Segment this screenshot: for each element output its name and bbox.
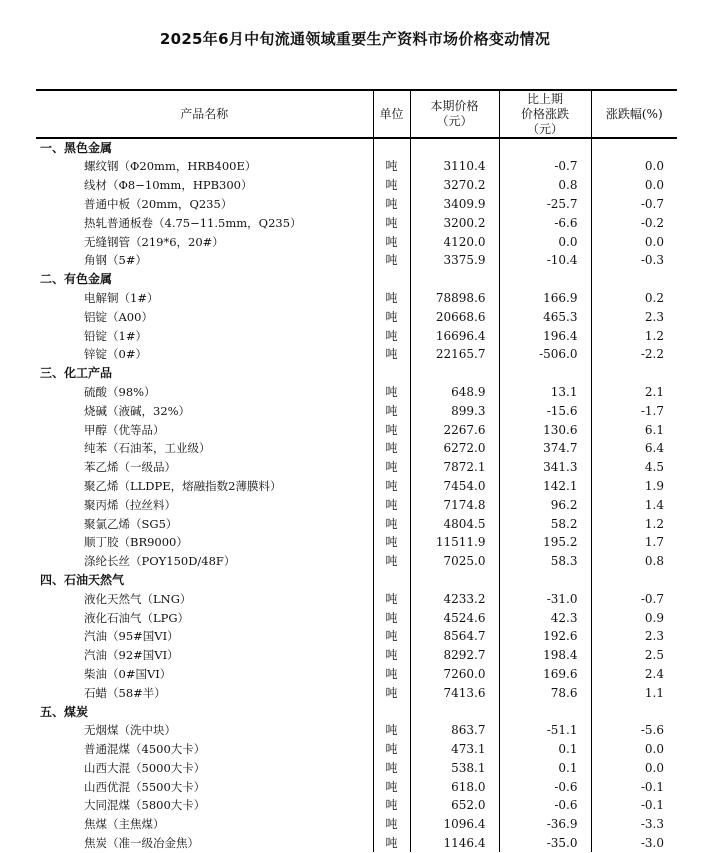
percent-cell: 1.2 <box>591 326 677 345</box>
table-row <box>36 195 677 214</box>
price-cell: 7872.1 <box>410 458 499 477</box>
table-row <box>36 683 677 702</box>
unit-cell: 吨 <box>373 458 410 477</box>
product-name: 苯乙烯（一级品） <box>84 460 176 475</box>
category-name: 五、煤炭 <box>40 704 89 719</box>
price-cell: 78898.6 <box>410 289 499 308</box>
percent-cell: 6.1 <box>591 420 677 439</box>
price-cell: 4804.5 <box>410 514 499 533</box>
table-row <box>36 777 677 796</box>
product-name: 聚丙烯（拉丝料） <box>84 497 176 512</box>
page-title: 2025年6月中旬流通领域重要生产资料市场价格变动情况 <box>159 30 551 48</box>
change-cell: 58.3 <box>499 552 591 571</box>
percent-cell: -1.7 <box>591 401 677 420</box>
change-cell <box>499 571 591 590</box>
percent-cell: 0.0 <box>591 740 677 759</box>
product-name: 螺纹钢（Φ20mm，HRB400E） <box>84 159 257 174</box>
change-cell: 169.6 <box>499 665 591 684</box>
price-cell <box>410 702 499 721</box>
table-row <box>36 589 677 608</box>
price-cell: 538.1 <box>410 759 499 778</box>
change-cell: -51.1 <box>499 721 591 740</box>
percent-cell: -2.2 <box>591 345 677 364</box>
percent-cell: 0.2 <box>591 289 677 308</box>
unit-cell: 吨 <box>373 289 410 308</box>
price-cell: 3200.2 <box>410 213 499 232</box>
table-row <box>36 665 677 684</box>
change-cell: 42.3 <box>499 608 591 627</box>
unit-cell: 吨 <box>373 157 410 176</box>
change-cell: 78.6 <box>499 683 591 702</box>
percent-cell: -0.7 <box>591 589 677 608</box>
header-price-change: 比上期 价格涨跌 （元） <box>499 90 591 138</box>
header-current-price: 本期价格 （元） <box>410 90 499 138</box>
price-cell: 899.3 <box>410 401 499 420</box>
price-cell: 7025.0 <box>410 552 499 571</box>
percent-cell: -0.1 <box>591 777 677 796</box>
table-row <box>36 495 677 514</box>
percent-cell: 1.2 <box>591 514 677 533</box>
table-row <box>36 740 677 759</box>
unit-cell: 吨 <box>373 815 410 834</box>
unit-cell: 吨 <box>373 683 410 702</box>
price-cell: 20668.6 <box>410 307 499 326</box>
change-cell: -36.9 <box>499 815 591 834</box>
product-name: 硫酸（98%） <box>84 384 156 399</box>
product-name: 液化石油气（LPG） <box>84 610 190 625</box>
header-unit: 单位 <box>373 90 410 138</box>
price-cell: 618.0 <box>410 777 499 796</box>
change-cell: 130.6 <box>499 420 591 439</box>
unit-cell: 吨 <box>373 608 410 627</box>
percent-cell: 0.9 <box>591 608 677 627</box>
product-name: 大同混煤（5800大卡） <box>84 798 206 813</box>
price-cell: 22165.7 <box>410 345 499 364</box>
category-name: 二、有色金属 <box>40 272 113 287</box>
table-body <box>36 138 677 852</box>
table-row <box>36 307 677 326</box>
product-name: 烧碱（液碱，32%） <box>84 403 191 418</box>
unit-cell: 吨 <box>373 495 410 514</box>
change-cell: -6.6 <box>499 213 591 232</box>
category-name: 一、黑色金属 <box>40 141 113 155</box>
table-row <box>36 533 677 552</box>
change-cell: 195.2 <box>499 533 591 552</box>
table-row <box>36 834 677 853</box>
product-name: 聚乙烯（LLDPE，熔融指数2薄膜料） <box>84 478 282 493</box>
price-cell: 8564.7 <box>410 627 499 646</box>
change-cell: -0.6 <box>499 796 591 815</box>
unit-cell: 吨 <box>373 232 410 251</box>
table-row <box>36 815 677 834</box>
price-cell: 4524.6 <box>410 608 499 627</box>
unit-cell: 吨 <box>373 420 410 439</box>
table-row <box>36 796 677 815</box>
table-row <box>36 232 677 251</box>
unit-cell: 吨 <box>373 777 410 796</box>
price-cell: 3375.9 <box>410 251 499 270</box>
table-row <box>36 477 677 496</box>
price-cell: 4120.0 <box>410 232 499 251</box>
price-cell: 863.7 <box>410 721 499 740</box>
change-cell: -10.4 <box>499 251 591 270</box>
change-cell: 0.8 <box>499 176 591 195</box>
unit-cell <box>373 364 410 383</box>
product-name: 山西大混（5000大卡） <box>84 760 206 775</box>
price-cell: 473.1 <box>410 740 499 759</box>
percent-cell: 4.5 <box>591 458 677 477</box>
percent-cell: 2.3 <box>591 307 677 326</box>
unit-cell: 吨 <box>373 740 410 759</box>
percent-cell: -3.3 <box>591 815 677 834</box>
price-cell: 3409.9 <box>410 195 499 214</box>
unit-cell: 吨 <box>373 176 410 195</box>
product-name: 无烟煤（洗中块） <box>84 723 176 738</box>
change-cell <box>499 702 591 721</box>
product-name: 石蜡（58#半） <box>84 685 166 700</box>
unit-cell: 吨 <box>373 307 410 326</box>
table-row <box>36 345 677 364</box>
unit-cell: 吨 <box>373 326 410 345</box>
unit-cell: 吨 <box>373 552 410 571</box>
unit-cell: 吨 <box>373 834 410 853</box>
unit-cell: 吨 <box>373 665 410 684</box>
change-cell: 58.2 <box>499 514 591 533</box>
percent-cell: -5.6 <box>591 721 677 740</box>
percent-cell: -0.1 <box>591 796 677 815</box>
unit-cell: 吨 <box>373 383 410 402</box>
product-name: 聚氯乙烯（SG5） <box>84 516 178 531</box>
price-cell: 1146.4 <box>410 834 499 853</box>
product-name: 柴油（0#国VI） <box>84 666 172 681</box>
unit-cell: 吨 <box>373 195 410 214</box>
unit-cell: 吨 <box>373 796 410 815</box>
product-name: 汽油（92#国VI） <box>84 648 179 663</box>
change-cell: 198.4 <box>499 646 591 665</box>
unit-cell: 吨 <box>373 627 410 646</box>
table-row <box>36 627 677 646</box>
change-cell <box>499 270 591 289</box>
unit-cell <box>373 702 410 721</box>
percent-cell: 0.0 <box>591 176 677 195</box>
percent-cell: 2.4 <box>591 665 677 684</box>
price-cell: 7174.8 <box>410 495 499 514</box>
product-name: 铝锭（A00） <box>84 309 153 324</box>
change-cell: -35.0 <box>499 834 591 853</box>
unit-cell <box>373 571 410 590</box>
table-row <box>36 157 677 176</box>
price-table <box>36 89 677 852</box>
change-cell: 341.3 <box>499 458 591 477</box>
change-cell: 0.0 <box>499 232 591 251</box>
price-cell: 8292.7 <box>410 646 499 665</box>
category-row <box>36 270 677 289</box>
price-cell: 16696.4 <box>410 326 499 345</box>
percent-cell: -0.3 <box>591 251 677 270</box>
change-cell: 196.4 <box>499 326 591 345</box>
product-name: 普通中板（20mm，Q235） <box>84 196 233 211</box>
unit-cell: 吨 <box>373 533 410 552</box>
category-row <box>36 702 677 721</box>
price-cell: 11511.9 <box>410 533 499 552</box>
product-name: 铅锭（1#） <box>84 328 147 343</box>
price-cell: 7260.0 <box>410 665 499 684</box>
product-name: 山西优混（5500大卡） <box>84 779 206 794</box>
price-cell <box>410 270 499 289</box>
product-name: 无缝钢管（219*6，20#） <box>84 234 224 249</box>
change-cell <box>499 138 591 157</box>
change-cell: -506.0 <box>499 345 591 364</box>
price-cell <box>410 138 499 157</box>
product-name: 角钢（5#） <box>84 253 147 268</box>
percent-cell: 1.9 <box>591 477 677 496</box>
change-cell: 0.1 <box>499 740 591 759</box>
change-cell: 0.1 <box>499 759 591 778</box>
unit-cell: 吨 <box>373 439 410 458</box>
table-row <box>36 383 677 402</box>
percent-cell: 0.0 <box>591 232 677 251</box>
table-row <box>36 458 677 477</box>
percent-cell: 6.4 <box>591 439 677 458</box>
category-name: 三、化工产品 <box>40 366 113 381</box>
table-row <box>36 646 677 665</box>
change-cell: -15.6 <box>499 401 591 420</box>
percent-cell: 0.0 <box>591 759 677 778</box>
table-row <box>36 289 677 308</box>
unit-cell: 吨 <box>373 401 410 420</box>
percent-cell: 0.8 <box>591 552 677 571</box>
product-name: 顺丁胶（BR9000） <box>84 535 188 550</box>
product-name: 焦炭（准一级冶金焦） <box>84 836 199 851</box>
unit-cell: 吨 <box>373 589 410 608</box>
price-cell <box>410 571 499 590</box>
table-row <box>36 420 677 439</box>
unit-cell: 吨 <box>373 251 410 270</box>
change-cell: 142.1 <box>499 477 591 496</box>
price-cell: 2267.6 <box>410 420 499 439</box>
price-cell: 7454.0 <box>410 477 499 496</box>
table-row <box>36 401 677 420</box>
unit-cell: 吨 <box>373 759 410 778</box>
table-row <box>36 759 677 778</box>
change-cell: -25.7 <box>499 195 591 214</box>
unit-cell: 吨 <box>373 477 410 496</box>
price-cell: 648.9 <box>410 383 499 402</box>
product-name: 线材（Φ8−10mm，HPB300） <box>84 178 253 193</box>
table-row <box>36 552 677 571</box>
percent-cell: 1.4 <box>591 495 677 514</box>
percent-cell: -3.0 <box>591 834 677 853</box>
change-cell: 166.9 <box>499 289 591 308</box>
table-row <box>36 326 677 345</box>
change-cell: 13.1 <box>499 383 591 402</box>
change-cell: -0.6 <box>499 777 591 796</box>
product-name: 焦煤（主焦煤） <box>84 817 165 832</box>
percent-cell: -0.2 <box>591 213 677 232</box>
header-change-percent: 涨跌幅(%) <box>591 90 677 138</box>
product-name: 电解铜（1#） <box>84 290 159 305</box>
percent-cell: 2.5 <box>591 646 677 665</box>
price-cell <box>410 364 499 383</box>
table-row <box>36 514 677 533</box>
unit-cell: 吨 <box>373 514 410 533</box>
table-row <box>36 721 677 740</box>
product-name: 甲醇（优等品） <box>84 422 165 437</box>
unit-cell: 吨 <box>373 721 410 740</box>
table-row <box>36 176 677 195</box>
change-cell: 374.7 <box>499 439 591 458</box>
price-cell: 4233.2 <box>410 589 499 608</box>
unit-cell: 吨 <box>373 646 410 665</box>
change-cell <box>499 364 591 383</box>
product-name: 纯苯（石油苯，工业级） <box>84 441 211 456</box>
change-cell: 465.3 <box>499 307 591 326</box>
percent-cell <box>591 571 677 590</box>
percent-cell <box>591 364 677 383</box>
change-cell: 192.6 <box>499 627 591 646</box>
percent-cell: -0.7 <box>591 195 677 214</box>
unit-cell <box>373 270 410 289</box>
price-cell: 3270.2 <box>410 176 499 195</box>
table-row <box>36 213 677 232</box>
product-name: 液化天然气（LNG） <box>84 591 192 606</box>
percent-cell <box>591 702 677 721</box>
price-cell: 6272.0 <box>410 439 499 458</box>
unit-cell: 吨 <box>373 345 410 364</box>
table-header <box>36 90 677 138</box>
percent-cell: 1.7 <box>591 533 677 552</box>
table-row <box>36 439 677 458</box>
product-name: 锌锭（0#） <box>84 347 147 362</box>
percent-cell: 2.3 <box>591 627 677 646</box>
table-row <box>36 608 677 627</box>
percent-cell: 2.1 <box>591 383 677 402</box>
percent-cell <box>591 138 677 157</box>
category-row <box>36 138 677 157</box>
price-cell: 1096.4 <box>410 815 499 834</box>
header-product-name: 产品名称 <box>36 90 373 138</box>
price-cell: 3110.4 <box>410 157 499 176</box>
product-name: 热轧普通板卷（4.75−11.5mm，Q235） <box>84 215 302 230</box>
unit-cell <box>373 138 410 157</box>
percent-cell <box>591 270 677 289</box>
product-name: 汽油（95#国VI） <box>84 629 179 644</box>
price-cell: 7413.6 <box>410 683 499 702</box>
price-cell: 652.0 <box>410 796 499 815</box>
product-name: 涤纶长丝（POY150D/48F） <box>84 554 236 569</box>
change-cell: -31.0 <box>499 589 591 608</box>
category-row <box>36 364 677 383</box>
category-name: 四、石油天然气 <box>40 572 125 587</box>
category-row <box>36 571 677 590</box>
change-cell: 96.2 <box>499 495 591 514</box>
product-name: 普通混煤（4500大卡） <box>84 742 206 757</box>
change-cell: -0.7 <box>499 157 591 176</box>
table-row <box>36 251 677 270</box>
unit-cell: 吨 <box>373 213 410 232</box>
percent-cell: 1.1 <box>591 683 677 702</box>
percent-cell: 0.0 <box>591 157 677 176</box>
